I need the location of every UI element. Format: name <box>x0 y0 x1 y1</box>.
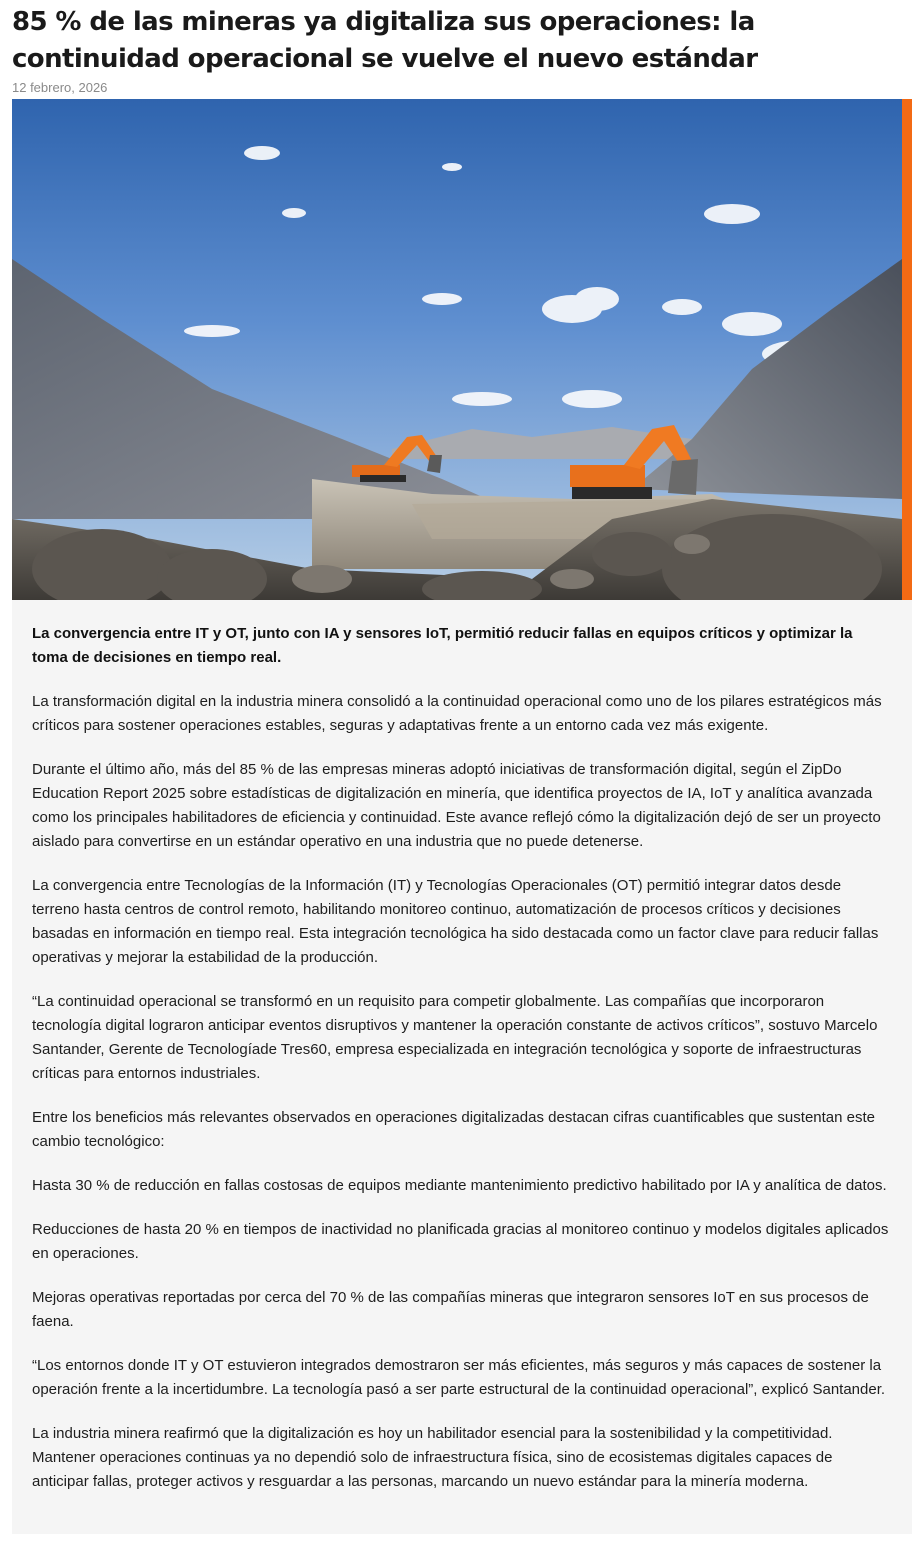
article-paragraph: La convergencia entre Tecnologías de la Información (IT) y Tecnologías Operacionales (OT) permitió integrar datos desde terreno hasta centros de control remoto, habilitando monitoreo continuo, automatización de procesos críticos y decisiones basadas en información en tiempo real. Esta integración tecnológica ha sido destacada como un factor clave para reducir fallas operativas y mejorar la estabilidad de la producción. <box>32 877 879 966</box>
article-paragraph: Hasta 30 % de reducción en fallas costosas de equipos mediante mantenimiento predictivo habilitado por IA y analítica de datos. <box>32 1177 887 1194</box>
article-title: 85 % de las mineras ya digitaliza sus operaciones: la continuidad operacional se vuelve el nuevo estándar <box>12 7 758 74</box>
article-paragraph: Entre los beneficios más relevantes observados en operaciones digitalizadas destacan cifras cuantificables que sustentan este cambio tecnológico: <box>32 1109 875 1150</box>
article-paragraph: “Los entornos donde IT y OT estuvieron integrados demostraron ser más eficientes, más seguros y más capaces de sostener la operación frente a la incertidumbre. La tecnología pasó a ser parte estructural de la continuidad operacional”, explicó Santander. <box>32 1357 886 1398</box>
article-body <box>12 600 912 1534</box>
article-paragraph: La transformación digital en la industria minera consolidó a la continuidad operacional como uno de los pilares estratégicos más críticos para sostener operaciones estables, seguras y adaptativas frente a un entorno cada vez más exigente. <box>32 693 882 734</box>
mining-scene-illustration <box>12 99 902 600</box>
hero-image <box>12 99 902 600</box>
article-paragraph: Reducciones de hasta 20 % en tiempos de inactividad no planificada gracias al monitoreo continuo y modelos digitales aplicados en operaciones. <box>32 1221 889 1262</box>
article-paragraph: La industria minera reafirmó que la digitalización es hoy un habilitador esencial para la sostenibilidad y la competitividad. Mantener operaciones continuas ya no dependió solo de infraestructura física, sino de ecosistemas digitales capaces de anticipar fallas, proteger activos y resguardar a las personas, marcando un nuevo estándar para la minería moderna. <box>32 1425 833 1490</box>
accent-bar <box>902 99 912 603</box>
article-lead: La convergencia entre IT y OT, junto con IA y sensores IoT, permitió reducir fallas en equipos críticos y optimizar la toma de decisiones en tiempo real. <box>32 625 853 666</box>
article-paragraph: “La continuidad operacional se transformó en un requisito para competir globalmente. Las compañías que incorporaron tecnología digital lograron anticipar eventos disruptivos y mantener la operación constante de activos críticos”, sostuvo Marcelo Santander, Gerente de Tecnologíade Tres60, empresa especializada en integración tecnológica y soporte de infraestructuras críticas para entornos industriales. <box>32 993 878 1082</box>
article-paragraph: Mejoras operativas reportadas por cerca del 70 % de las compañías mineras que integraron sensores IoT en sus procesos de faena. <box>32 1289 869 1330</box>
article-paragraph: Durante el último año, más del 85 % de las empresas mineras adoptó iniciativas de transformación digital, según el ZipDo Education Report 2025 sobre estadísticas de digitalización en minería, que identifica proyectos de IA, IoT y analítica avanzada como los principales habilitadores de eficiencia y continuidad. Este avance reflejó cómo la digitalización dejó de ser un proyecto aislado para convertirse en un estándar operativo en una industria que no puede detenerse. <box>32 761 881 850</box>
article-date: 12 febrero, 2026 <box>12 80 108 95</box>
